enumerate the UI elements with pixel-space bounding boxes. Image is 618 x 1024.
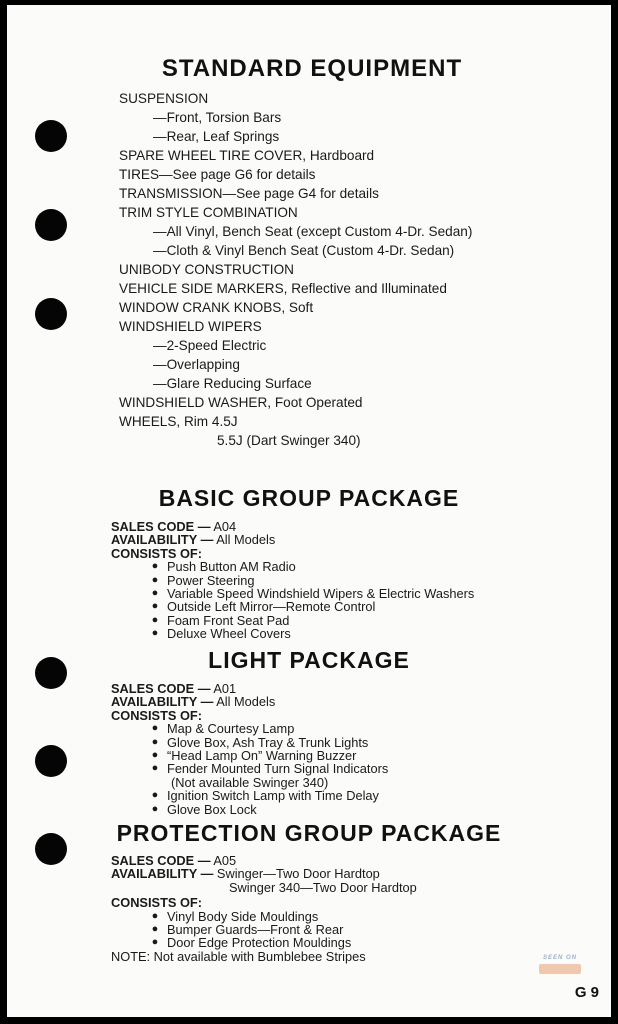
protection-group-section	[111, 854, 417, 963]
bullet-icon: ●	[151, 802, 159, 815]
availability-value-2: Swinger 340—Two Door Hardtop	[229, 879, 417, 895]
list-item	[111, 574, 474, 587]
list-item	[111, 600, 474, 613]
list-item-text: Glove Box Lock	[167, 801, 257, 817]
list-item	[111, 936, 417, 949]
watermark-bar	[539, 964, 581, 974]
list-item-text: Foam Front Seat Pad	[167, 612, 290, 628]
binder-hole	[35, 209, 67, 241]
availability-label: AVAILABILITY —	[111, 694, 214, 710]
page-number: G 9	[574, 984, 599, 1001]
light-package-title: LIGHT PACKAGE	[208, 647, 410, 673]
bullet-icon: ●	[151, 789, 159, 802]
binder-hole	[35, 120, 67, 152]
equipment-line: WINDSHIELD WIPERS	[119, 319, 262, 334]
consists-of-label: CONSISTS OF:	[111, 707, 203, 723]
sales-code-value: A05	[210, 853, 237, 868]
list-item	[111, 923, 417, 936]
consists-of-label: CONSISTS OF:	[111, 545, 203, 561]
list-item	[111, 776, 388, 789]
bullet-icon: ●	[151, 627, 159, 640]
bullet-icon: ●	[151, 735, 159, 748]
equipment-line: SPARE WHEEL TIRE COVER, Hardboard	[119, 148, 375, 163]
bullet-icon: ●	[151, 923, 159, 936]
standard-equipment-title: STANDARD EQUIPMENT	[161, 55, 463, 82]
equipment-line: —2-Speed Electric	[153, 338, 267, 353]
list-item-text: Push Button AM Radio	[167, 559, 296, 575]
bullet-icon: ●	[151, 573, 159, 586]
equipment-line: —Rear, Leaf Springs	[153, 129, 280, 144]
watermark-text: SEEN ON	[542, 955, 577, 961]
bullet-icon: ●	[151, 722, 159, 735]
equipment-line: —Overlapping	[153, 357, 240, 372]
list-item-text: Fender Mounted Turn Signal Indicators	[167, 761, 389, 777]
light-package-section	[111, 682, 388, 816]
equipment-line: VEHICLE SIDE MARKERS, Reflective and Illuminated	[119, 281, 447, 296]
list-item-text: Map & Courtesy Lamp	[167, 721, 295, 737]
list-item	[111, 587, 474, 600]
protection-group-title: PROTECTION GROUP PACKAGE	[116, 820, 502, 846]
equipment-line: WINDSHIELD WASHER, Foot Operated	[119, 395, 363, 410]
list-item	[111, 910, 417, 923]
list-item-text: Power Steering	[167, 572, 255, 588]
equipment-line: TRIM STYLE COMBINATION	[119, 205, 298, 220]
availability-label: AVAILABILITY —	[111, 866, 214, 882]
bullet-icon: ●	[151, 909, 159, 922]
availability-label: AVAILABILITY —	[111, 532, 214, 548]
bullet-icon: ●	[151, 936, 159, 949]
basic-group-section	[111, 520, 474, 641]
list-item-text: Ignition Switch Lamp with Time Delay	[167, 788, 379, 804]
document-page	[7, 5, 611, 1017]
availability-value: All Models	[213, 532, 276, 548]
list-item-text: Outside Left Mirror—Remote Control	[167, 599, 376, 615]
list-item-text: Bumper Guards—Front & Rear	[167, 922, 344, 938]
sales-code-value: A04	[210, 519, 237, 534]
equipment-line: —All Vinyl, Bench Seat (except Custom 4-Dr. Sedan)	[153, 224, 473, 239]
sales-code-label: SALES CODE —	[111, 853, 211, 868]
equipment-line: 5.5J (Dart Swinger 340)	[217, 433, 361, 448]
binder-hole	[35, 745, 67, 777]
list-item	[111, 749, 388, 762]
availability-value: All Models	[213, 694, 276, 710]
equipment-line: TIRES—See page G6 for details	[119, 167, 316, 182]
list-item-text: Vinyl Body Side Mouldings	[167, 908, 319, 924]
bullet-icon: ●	[151, 587, 159, 600]
availability-value: Swinger—Two Door Hardtop	[213, 866, 380, 882]
list-item	[111, 789, 388, 802]
list-item	[111, 762, 388, 775]
equipment-line: —Glare Reducing Surface	[153, 376, 312, 391]
list-item	[111, 627, 474, 640]
list-item	[111, 560, 474, 573]
watermark-logo	[535, 955, 585, 983]
note-text: NOTE: Not available with Bumblebee Stripes	[111, 948, 366, 964]
standard-equipment-list	[119, 89, 472, 450]
equipment-line: —Cloth & Vinyl Bench Seat (Custom 4-Dr. Sedan)	[153, 243, 455, 258]
bullet-icon: ●	[151, 613, 159, 626]
list-item-text: Deluxe Wheel Covers	[167, 626, 291, 642]
list-item-text: Door Edge Protection Mouldings	[167, 935, 352, 951]
bullet-icon: ●	[151, 749, 159, 762]
equipment-line: —Front, Torsion Bars	[153, 110, 282, 125]
list-item-text: (Not available Swinger 340)	[171, 774, 329, 790]
list-item	[111, 736, 388, 749]
list-item-text: “Head Lamp On” Warning Buzzer	[167, 748, 357, 764]
equipment-line: UNIBODY CONSTRUCTION	[119, 262, 294, 277]
sales-code-value: A01	[210, 681, 237, 696]
bullet-icon	[143, 776, 167, 789]
bullet-icon: ●	[151, 762, 159, 775]
basic-group-title: BASIC GROUP PACKAGE	[158, 485, 460, 511]
list-item-text: Glove Box, Ash Tray & Trunk Lights	[167, 734, 369, 750]
list-item	[111, 803, 388, 816]
equipment-line: SUSPENSION	[119, 91, 209, 106]
list-item	[111, 722, 388, 735]
equipment-line: WINDOW CRANK KNOBS, Soft	[119, 300, 314, 315]
list-item	[111, 614, 474, 627]
equipment-line: WHEELS, Rim 4.5J	[119, 414, 238, 429]
consists-of-label: CONSISTS OF:	[111, 895, 203, 911]
sales-code-label: SALES CODE —	[111, 681, 211, 696]
binder-hole	[35, 298, 67, 330]
equipment-line: TRANSMISSION—See page G4 for details	[119, 186, 379, 201]
list-item-text: Variable Speed Windshield Wipers & Electric Washers	[167, 586, 475, 602]
sales-code-label: SALES CODE —	[111, 519, 211, 534]
bullet-icon: ●	[151, 560, 159, 573]
bullet-icon: ●	[151, 600, 159, 613]
